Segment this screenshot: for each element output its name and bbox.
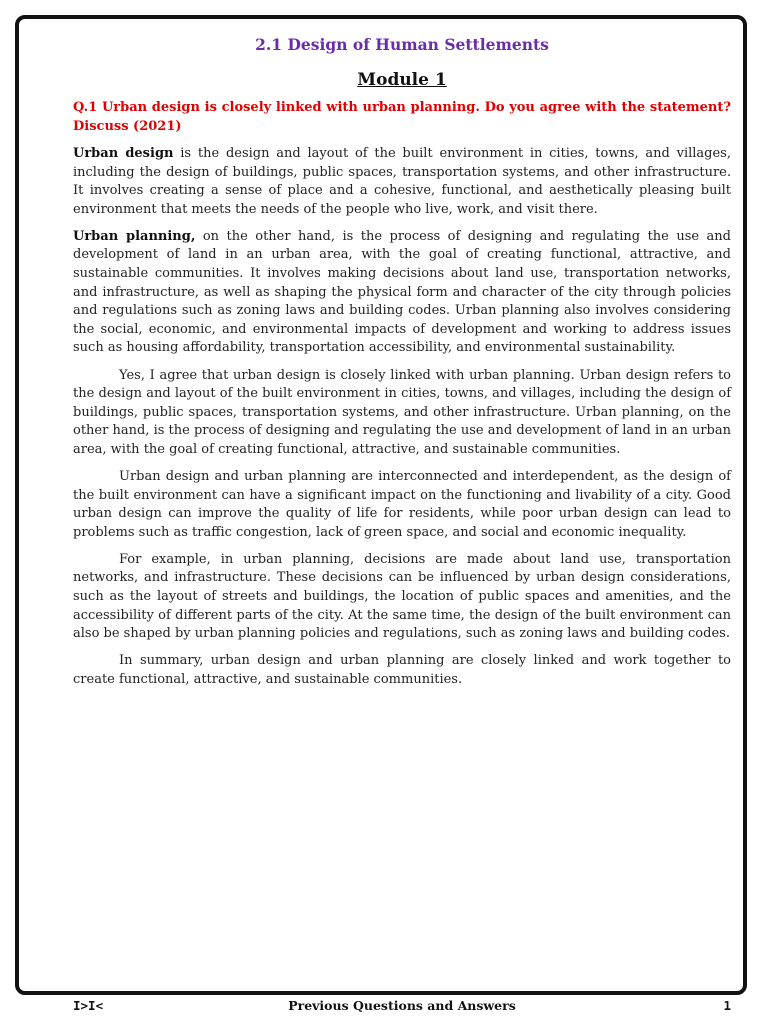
paragraph-summary: In summary, urban design and urban planning are closely linked and work together to create functional, attractive, and sustainable communities. xyxy=(73,653,731,687)
page-number: 1 xyxy=(723,998,731,1013)
question-heading: Q.1 Urban design is closely linked with urban planning. Do you agree with the statement? Discuss (2021) xyxy=(73,100,731,134)
paragraph-text: is the design and layout of the built environment in cities, towns, and villages, including the design of buildings, public spaces, transportation systems, and other infrastructure. It involves creating a sense of place and a cohesive, functional, and aesthetically pleasing built environment that meets the needs of the people who live, work, and visit there. xyxy=(73,146,731,217)
paragraph-agreement: Yes, I agree that urban design is closely linked with urban planning. Urban design refers to the design and layout of the built environment in cities, towns, and villages, including the design of buildings, public spaces, transportation systems, and other infrastructure. Urban planning, on the other hand, is the process of designing and regulating the use and development of land in an urban area, with the goal of creating functional, attractive, and sustainable communities. xyxy=(73,367,731,457)
paragraph-interconnection: Urban design and urban planning are interconnected and interdependent, as the design of the built environment can have a significant impact on the functioning and livability of a city. Good urban design can improve the quality of life for residents, while poor urban design can lead to problems such as traffic congestion, lack of green space, and social and economic inequality. xyxy=(73,469,731,540)
term-urban-planning: Urban planning, xyxy=(73,228,196,244)
footer-left-mark: I>I< xyxy=(73,998,104,1013)
document-body xyxy=(73,34,731,698)
module-title: Module 1 xyxy=(357,70,447,90)
term-urban-design: Urban design xyxy=(73,146,174,161)
paragraph-urban-design xyxy=(73,145,731,219)
section-title: 2.1 Design of Human Settlements xyxy=(255,35,549,54)
paragraph-text: on the other hand, is the process of designing and regulating the use and development of land in an urban area, with the goal of creating functional, attractive, and sustainable communities. It involves making decisions about land use, transportation networks, and infrastructure, as well as shaping the physical form and character of the city through policies and regulations such as zoning laws and building codes. Urban planning also involves considering the social, economic, and environmental impacts of development and working to address issues such as housing affordability, transportation accessibility, and environmental sustainability. xyxy=(73,228,731,356)
paragraph-urban-planning xyxy=(73,228,731,358)
page-footer xyxy=(73,998,731,1018)
paragraph-example: For example, in urban planning, decisions are made about land use, transportation networks, and infrastructure. These decisions can be influenced by urban design considerations, such as the layout of streets and buildings, the location of public spaces and amenities, and the accessibility of different parts of the city. At the same time, the design of the built environment can also be shaped by urban planning policies and regulations, such as zoning laws and building codes. xyxy=(73,551,731,642)
footer-title: Previous Questions and Answers xyxy=(288,998,516,1013)
